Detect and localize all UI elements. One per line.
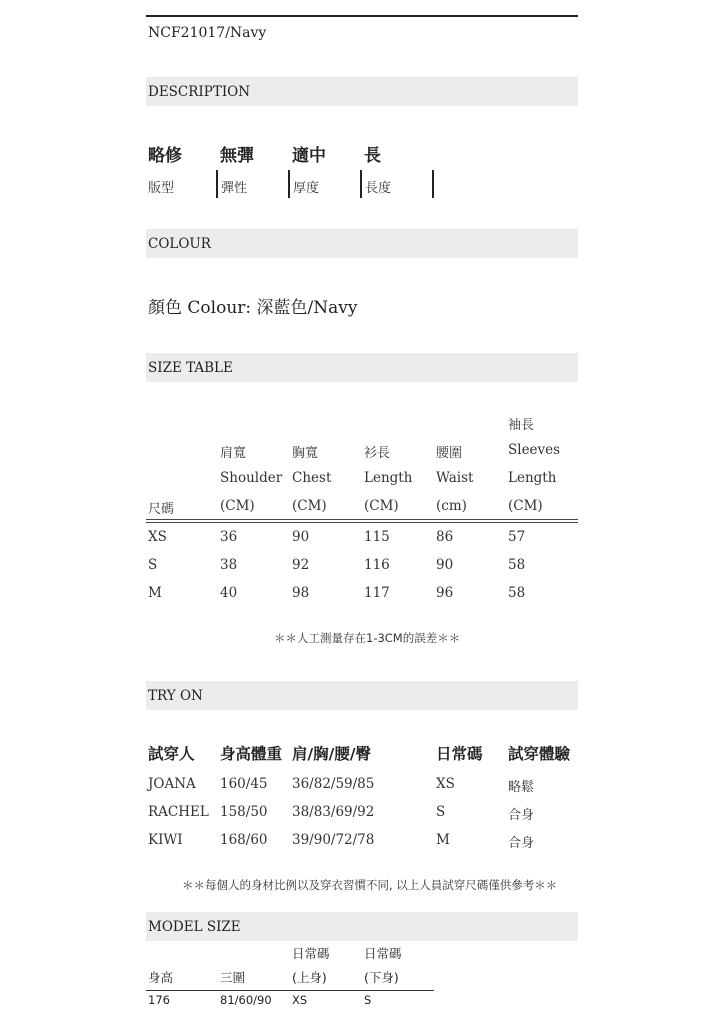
model-header-measurements: 三圍 <box>220 970 246 985</box>
fit-divider <box>432 170 434 198</box>
size-header-chest-cn: 胸寬 <box>292 446 319 461</box>
try-cell: XS <box>436 776 455 792</box>
model-header-top: (上身) <box>292 970 327 985</box>
size-cell: M <box>148 585 162 601</box>
size-cell: 86 <box>436 529 454 545</box>
size-cell: 96 <box>436 585 454 601</box>
model-header-bottom: (下身) <box>364 970 399 985</box>
try-cell: 168/60 <box>220 832 268 848</box>
try-header-measurements: 肩/胸/腰/臀 <box>292 745 371 763</box>
size-header-size: 尺碼 <box>148 502 175 517</box>
size-header-unit: (cm) <box>436 498 467 514</box>
size-header-chest-en: Chest <box>292 470 332 486</box>
section-size-table-title: SIZE TABLE <box>148 360 233 376</box>
colour-text: 顏色 Colour: 深藍色/Navy <box>148 298 358 318</box>
size-header-sleeve-en: Sleeves <box>508 442 561 458</box>
model-bottom-size-value: S <box>364 993 372 1007</box>
size-cell: 40 <box>220 585 238 601</box>
try-cell: RACHEL <box>148 804 209 820</box>
size-cell: 57 <box>508 529 526 545</box>
product-code: NCF21017/Navy <box>148 25 267 41</box>
section-try-on-title: TRY ON <box>148 688 203 704</box>
model-header-usual-top: 日常碼 <box>292 946 330 961</box>
section-model-size-title: MODEL SIZE <box>148 919 241 935</box>
try-header-usual-size: 日常碼 <box>436 745 483 763</box>
top-rule <box>146 15 578 17</box>
try-cell: 36/82/59/85 <box>292 776 375 792</box>
fit-value-cut: 略修 <box>148 146 182 166</box>
fit-label-length: 長度 <box>365 181 392 196</box>
fit-value-elasticity: 無彈 <box>220 146 254 166</box>
section-description-title: DESCRIPTION <box>148 84 251 100</box>
try-on-note: ＊＊每個人的身材比例以及穿衣習慣不同, 以上人員試穿尺碼僅供參考＊＊ <box>182 878 558 892</box>
size-cell: 36 <box>220 529 238 545</box>
size-table-note: ＊＊人工測量存在1-3CM的誤差＊＊ <box>274 631 461 645</box>
try-cell: S <box>436 804 446 820</box>
try-header-height-weight: 身高體重 <box>220 745 283 763</box>
size-header-length-en: Length <box>364 470 413 486</box>
fit-divider <box>216 170 218 198</box>
size-cell: 98 <box>292 585 310 601</box>
fit-label-elasticity: 彈性 <box>221 181 248 196</box>
size-cell: 115 <box>364 529 390 545</box>
try-cell: 合身 <box>508 836 535 851</box>
size-header-sleeve-length-en: Length <box>508 470 557 486</box>
try-cell: M <box>436 832 450 848</box>
size-cell: XS <box>148 529 167 545</box>
size-cell: 58 <box>508 585 526 601</box>
size-header-unit: (CM) <box>508 498 543 514</box>
size-table-rule <box>146 522 578 523</box>
model-height-value: 176 <box>148 993 170 1007</box>
try-cell: 38/83/69/92 <box>292 804 375 820</box>
size-header-length-cn: 衫長 <box>364 446 391 461</box>
try-header-person: 試穿人 <box>148 745 195 763</box>
section-colour <box>146 229 578 258</box>
try-cell: 合身 <box>508 808 535 823</box>
fit-divider <box>288 170 290 198</box>
model-table-rule <box>146 990 434 991</box>
size-cell: 117 <box>364 585 390 601</box>
try-cell: 略鬆 <box>508 780 535 795</box>
fit-value-thickness: 適中 <box>292 146 326 166</box>
size-header-unit: (CM) <box>292 498 327 514</box>
size-header-unit: (CM) <box>220 498 255 514</box>
fit-divider <box>360 170 362 198</box>
fit-label-thickness: 厚度 <box>293 181 320 196</box>
try-cell: 160/45 <box>220 776 268 792</box>
model-top-size-value: XS <box>292 993 308 1007</box>
size-header-shoulder-cn: 肩寬 <box>220 446 247 461</box>
model-measurements-value: 81/60/90 <box>220 993 272 1007</box>
model-header-height: 身高 <box>148 970 174 985</box>
size-header-shoulder-en: Shoulder <box>220 470 283 486</box>
fit-label-cut: 版型 <box>148 181 175 196</box>
try-cell: 158/50 <box>220 804 268 820</box>
section-description <box>146 77 578 106</box>
section-try-on <box>146 681 578 710</box>
size-header-unit: (CM) <box>364 498 399 514</box>
try-cell: KIWI <box>148 832 183 848</box>
size-header-waist-cn: 腰圍 <box>436 446 463 461</box>
try-cell: 39/90/72/78 <box>292 832 375 848</box>
size-cell: 116 <box>364 557 390 573</box>
size-cell: 90 <box>436 557 454 573</box>
section-model-size <box>146 912 578 941</box>
size-header-waist-en: Waist <box>436 470 474 486</box>
size-cell: 38 <box>220 557 238 573</box>
size-table-rule <box>146 519 578 520</box>
fit-value-length: 長 <box>364 146 381 166</box>
size-cell: 90 <box>292 529 310 545</box>
size-cell: S <box>148 557 158 573</box>
section-colour-title: COLOUR <box>148 236 211 252</box>
try-cell: JOANA <box>148 776 196 792</box>
size-header-sleeve-cn: 袖長 <box>508 418 535 433</box>
model-header-usual-bottom: 日常碼 <box>364 946 402 961</box>
try-header-experience: 試穿體驗 <box>508 745 571 763</box>
size-cell: 58 <box>508 557 526 573</box>
section-size-table <box>146 353 578 382</box>
size-cell: 92 <box>292 557 310 573</box>
